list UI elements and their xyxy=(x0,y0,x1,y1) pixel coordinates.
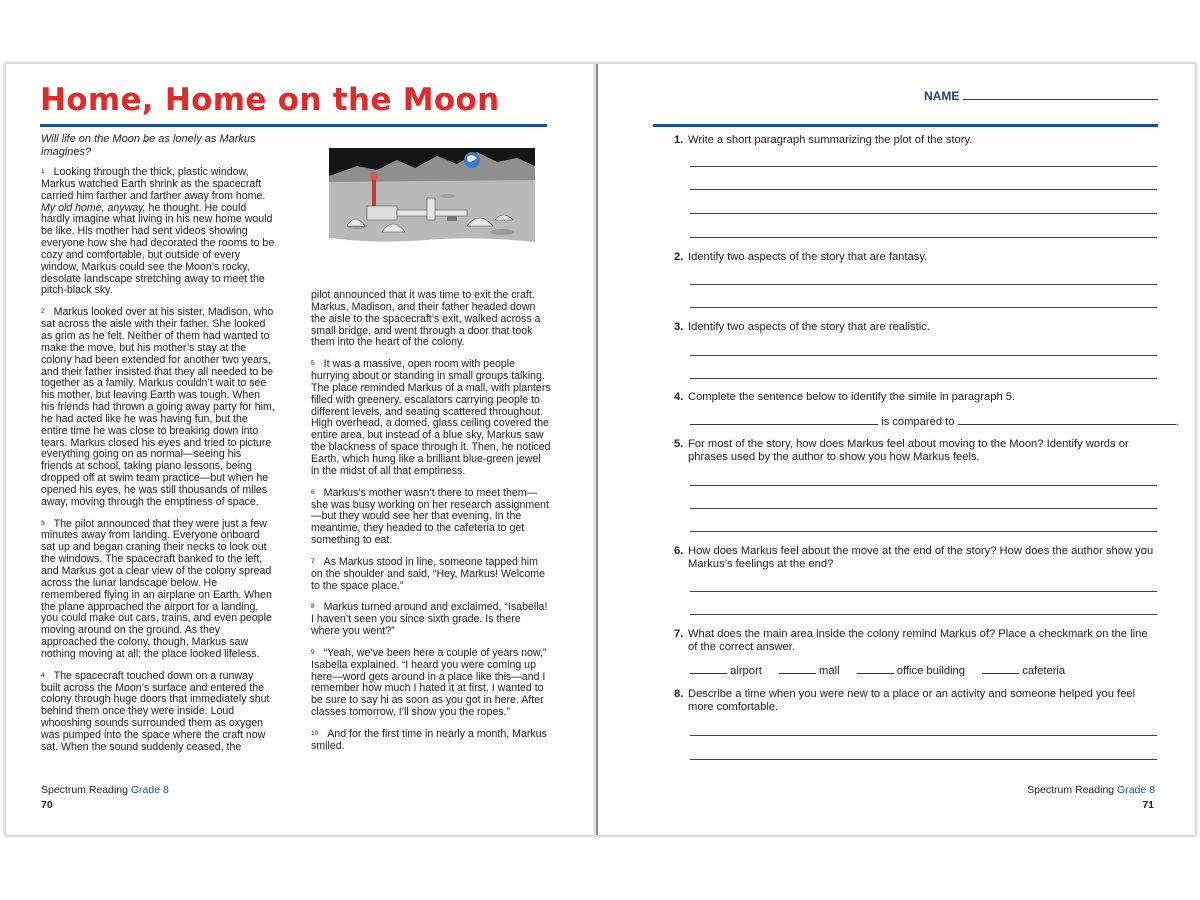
paragraph-number: 8 xyxy=(311,603,315,611)
question-number: 7. xyxy=(674,628,684,640)
paragraph-number: 3 xyxy=(41,519,45,527)
paragraph-number: 9 xyxy=(311,648,315,656)
story-column-1 xyxy=(41,167,275,764)
answer-line[interactable] xyxy=(690,378,1157,379)
option-airport: airport xyxy=(730,665,762,677)
answer-line[interactable] xyxy=(690,591,1157,592)
question-text: For most of the story, how does Markus feel about moving to the Moon? Identify words or phrases used by the author to show you how Markus feels. xyxy=(688,438,1129,463)
left-footer xyxy=(41,784,169,796)
question-number: 1. xyxy=(674,134,684,146)
page-number-right: 71 xyxy=(1142,799,1154,811)
paragraph-3 xyxy=(41,519,275,661)
paragraph-number: 7 xyxy=(311,557,315,565)
paragraph-number: 10 xyxy=(311,730,319,737)
moon-colony-illustration xyxy=(327,146,537,246)
question-text: How does Markus feel about the move at the end of the story? How does the author show you Markus’s feelings at the end? xyxy=(688,545,1154,570)
paragraph-10 xyxy=(311,729,551,753)
option-cafeteria: cafeteria xyxy=(1022,665,1066,677)
option-office-building: office building xyxy=(896,665,965,677)
checkmark-options xyxy=(690,664,1065,678)
question-text: Identify two aspects of the story that are fantasy. xyxy=(688,251,928,263)
paragraph-text: It was a massive, open room with people hurrying about or standing in small groups talking. The place reminded Markus of a mall, with planters filled with greenery, escalators carrying people to different levels, and seating scattered throughout. High overhead, a domed, glass ceiling covered the entire area, but instead of a blue sky, Markus saw the blackness of space through it. Then, he noticed Earth, which hung like a brilliant blue-green jewel in the midst of all that emptiness. xyxy=(311,358,551,477)
right-footer xyxy=(1027,784,1155,796)
title-rule xyxy=(40,124,547,127)
answer-line[interactable] xyxy=(690,166,1157,167)
paragraph-number: 1 xyxy=(41,168,45,175)
paragraph-number: 6 xyxy=(311,488,315,496)
paragraph-text: The spacecraft touched down on a runway built across the Moon’s surface and entered the colony through huge doors that immediately shut behind them once they were inside. Loud whooshing sounds surrounded them as oxygen was pumped into the space where the craft now sat. When the sound suddenly ceased, the xyxy=(41,669,270,753)
answer-line[interactable] xyxy=(690,237,1157,238)
blank-line[interactable] xyxy=(690,415,878,425)
paragraph-text: Markus looked over at his sister, Madison, who sat across the aisle with their father. She looked as grim as he felt. Neither of them had wanted to make the move, but his mother’s stay at the colony had been extended for another two years, and their father insisted that they all needed to be together as a family. Markus couldn’t wait to see his mother, but leaving Earth was tough. When his friends had thrown a going away party for him, he had acted like he was having fun, but the entire time he was close to breaking down into tears. Markus closed his eyes and tried to picture everything going on as normal—seeing his friends at school, taking piano lessons, being dropped off at swim team practice—but when he opened his eyes, he was still thousands of miles away, moving through the emptiness of space. xyxy=(41,306,275,508)
grade-label: Grade 8 xyxy=(1117,784,1155,796)
name-line[interactable] xyxy=(963,99,1158,100)
paragraph-text: As Markus stood in line, someone tapped him on the shoulder and said, “Hey, Markus! Welcome to the space place.” xyxy=(311,555,545,592)
question-number: 8. xyxy=(674,688,684,700)
paragraph-4-continued: pilot announced that it was time to exit the craft. Markus, Madison, and their father headed down the aisle to the spacecraft’s exit, walked across a small bridge, and went through a door that took them into the heart of the colony. xyxy=(311,289,541,349)
answer-line[interactable] xyxy=(690,189,1157,190)
fill-text: is compared to xyxy=(881,416,955,428)
answer-line[interactable] xyxy=(690,614,1157,615)
paragraph-9 xyxy=(311,648,551,719)
question-text: What does the main area inside the colony remind Markus of? Place a checkmark on the line of the correct answer. xyxy=(688,628,1148,653)
question-number: 5. xyxy=(674,438,684,450)
question-text: Complete the sentence below to identify the simile in paragraph 5. xyxy=(688,391,1016,403)
paragraph-text: Looking through the thick, plastic window, Markus watched Earth shrink as the spacecraft carried him farther and farther away from home. xyxy=(41,166,266,202)
paragraph-7 xyxy=(311,557,551,593)
question-text: Write a short paragraph summarizing the plot of the story. xyxy=(688,134,973,146)
series-name: Spectrum Reading xyxy=(1027,784,1118,796)
checkmark-line[interactable] xyxy=(690,664,727,674)
page-title: Home, Home on the Moon xyxy=(40,82,500,118)
checkmark-line[interactable] xyxy=(982,664,1019,674)
question-number: 2. xyxy=(674,251,684,263)
story-column-2 xyxy=(311,290,551,763)
question-number: 4. xyxy=(674,391,684,403)
book-gutter xyxy=(596,64,598,835)
answer-line[interactable] xyxy=(690,355,1157,356)
series-name: Spectrum Reading xyxy=(41,784,131,796)
paragraph-italic: My old home, anyway, xyxy=(41,201,146,214)
question-text: Describe a time when you were new to a place or an activity and someone helped you feel more comfortable. xyxy=(688,688,1136,713)
story-subtitle: Will life on the Moon be as lonely as Markus imagines? xyxy=(41,133,256,158)
paragraph-text: he thought. He could hardly imagine what living in his new home would be like. His mother had sent videos showing everyone how she had decorated the rooms to be cozy and comfortable, but outside of every window, Markus could see the Moon’s rocky, desolate landscape stretching away to meet the pitch-black sky. xyxy=(41,201,275,297)
simile-sentence: is compared to . xyxy=(690,415,1179,429)
question-number: 3. xyxy=(674,321,684,333)
answer-line[interactable] xyxy=(690,759,1157,760)
answer-line[interactable] xyxy=(690,284,1157,285)
question-text: Identify two aspects of the story that are realistic. xyxy=(688,321,930,333)
paragraph-4 xyxy=(41,671,275,754)
paragraph-1 xyxy=(41,167,275,297)
page-number-left: 70 xyxy=(41,799,53,811)
paragraph-text: “Yeah, we’ve been here a couple of years now,” Isabella explained. “I heard you were coming up here—word gets around in a place like this—and I remember how much I hated it at first. I wanted to be sure to say hi as soon as you got in here. After classes tomorrow, I’ll show you the ropes.” xyxy=(311,646,547,719)
paragraph-number: 5 xyxy=(311,360,315,368)
paragraph-text: The pilot announced that they were just a few minutes away from landing. Everyone onboard sat up and began craning their necks to look out the windows. The spacecraft banked to the left, and Markus got a clear view of the colony spread across the lunar landscape below. He remembered flying in an airplane on Earth. When the plane approached the airport for a landing, you could make out cars, trains, and even people moving around on the ground. As they approached the colony, though, Markus saw nothing moving at all; the place looked lifeless. xyxy=(41,517,272,660)
paragraph-text: Markus’s mother wasn’t there to meet them—she was busy working on her research assignment—but they would see her that evening. In the meantime, they headed to the cafeteria to get something to eat. xyxy=(311,486,549,547)
option-mall: mall xyxy=(819,665,840,677)
blank-line[interactable] xyxy=(958,415,1176,425)
paragraph-text: Markus turned around and exclaimed, “Isabella! I haven’t seen you since sixth grade. Is there where you went?” xyxy=(311,601,548,638)
header-rule xyxy=(653,124,1158,127)
paragraph-number: 2 xyxy=(41,308,45,316)
paragraph-2 xyxy=(41,307,275,508)
answer-line[interactable] xyxy=(690,485,1157,486)
answer-line[interactable] xyxy=(690,735,1157,736)
answer-line[interactable] xyxy=(690,531,1157,532)
paragraph-text: And for the first time in nearly a month, Markus smiled. xyxy=(311,728,547,752)
paragraph-8 xyxy=(311,602,551,638)
paragraph-5 xyxy=(311,359,551,477)
answer-line[interactable] xyxy=(690,213,1157,214)
grade-label: Grade 8 xyxy=(130,784,169,796)
answer-line[interactable] xyxy=(690,508,1157,509)
name-label: NAME xyxy=(924,89,960,103)
answer-line[interactable] xyxy=(690,307,1157,308)
checkmark-line[interactable] xyxy=(779,664,816,674)
paragraph-number: 4 xyxy=(41,671,45,679)
checkmark-line[interactable] xyxy=(857,664,894,674)
question-number: 6. xyxy=(674,545,684,557)
paragraph-6 xyxy=(311,488,551,547)
